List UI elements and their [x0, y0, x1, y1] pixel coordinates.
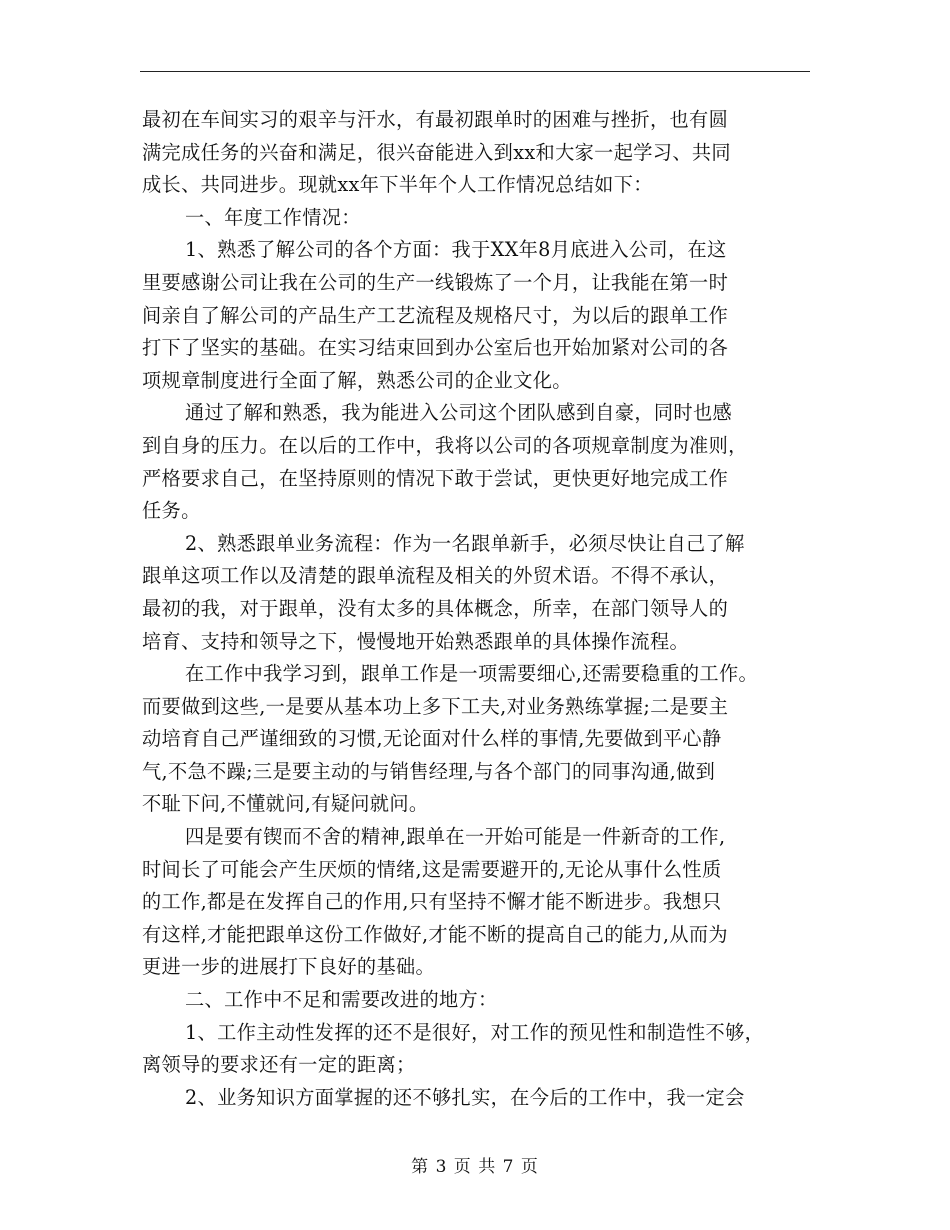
text-line: 到自身的压力。在以后的工作中，我将以公司的各项规章制度为准则，	[142, 433, 748, 457]
text-line: 气,不急不躁;三是要主动的与销售经理,与各个部门的同事沟通,做到	[142, 759, 716, 783]
text-line: 有这样,才能把跟单这份工作做好,才能不断的提高自己的能力,从而为	[142, 922, 728, 946]
text-line: 2、业务知识方面掌握的还不够扎实，在今后的工作中，我一定会	[185, 1085, 745, 1109]
text-line: 间亲自了解公司的产品生产工艺流程及规格尺寸，为以后的跟单工作	[142, 303, 729, 327]
text-line: 通过了解和熟悉，我为能进入公司这个团队感到自豪，同时也感	[185, 401, 733, 425]
text-line: 项规章制度进行全面了解，熟悉公司的企业文化。	[142, 368, 572, 392]
text-line: 二、工作中不足和需要改进的地方：	[185, 988, 498, 1012]
text-line: 离领导的要求还有一定的距离；	[142, 1053, 416, 1077]
text-line: 培育、支持和领导之下，慢慢地开始熟悉跟单的具体操作流程。	[142, 629, 690, 653]
text-line: 时间长了可能会产生厌烦的情绪,这是需要避开的,无论从事什么性质	[142, 857, 722, 881]
text-line: 在工作中我学习到，跟单工作是一项需要细心,还需要稳重的工作。	[185, 662, 759, 686]
text-line: 四是要有锲而不舍的精神,跟单在一开始可能是一件新奇的工作,	[185, 825, 726, 849]
text-line: 2、熟悉跟单业务流程：作为一名跟单新手，必须尽快让自己了解	[185, 531, 745, 555]
page-number: 第 3 页 共 7 页	[411, 1157, 539, 1177]
text-line: 不耻下问,不懂就问,有疑问就问。	[142, 792, 429, 816]
body-text	[142, 104, 822, 1114]
text-line: 成长、共同进步。现就xx年下半年个人工作情况总结如下：	[142, 173, 653, 197]
text-line: 打下了坚实的基础。在实习结束回到办公室后也开始加紧对公司的各	[142, 336, 729, 360]
text-line: 而要做到这些,一是要从基本功上多下工夫,对业务熟练掌握;二是要主	[142, 694, 729, 718]
text-line: 任务。	[142, 499, 201, 523]
text-line: 1、熟悉了解公司的各个方面：我于XX年8月底进入公司，在这	[185, 238, 727, 262]
text-line: 动培育自己严谨细致的习惯,无论面对什么样的事情,先要做到平心静	[142, 727, 722, 751]
text-line: 最初在车间实习的艰辛与汗水，有最初跟单时的困难与挫折，也有圆	[142, 108, 729, 131]
text-line: 一、年度工作情况：	[185, 205, 361, 229]
text-line: 满完成任务的兴奋和满足，很兴奋能进入到xx和大家一起学习、共同	[142, 140, 731, 164]
text-line: 更进一步的进展打下良好的基础。	[142, 955, 436, 979]
text-line: 的工作,都是在发挥自己的作用,只有坚持不懈才能不断进步。我想只	[142, 890, 722, 914]
header-rule	[140, 71, 810, 72]
text-line: 最初的我，对于跟单，没有太多的具体概念，所幸，在部门领导人的	[142, 596, 729, 620]
text-line: 严格要求自己，在坚持原则的情况下敢于尝试，更快更好地完成工作	[142, 466, 729, 490]
page-footer	[0, 1152, 950, 1177]
text-line: 里要感谢公司让我在公司的生产一线锻炼了一个月，让我能在第一时	[142, 270, 729, 294]
text-line: 跟单这项工作以及清楚的跟单流程及相关的外贸术语。不得不承认，	[142, 564, 729, 588]
text-line: 1、工作主动性发挥的还不是很好，对工作的预见性和制造性不够，	[185, 1020, 765, 1044]
